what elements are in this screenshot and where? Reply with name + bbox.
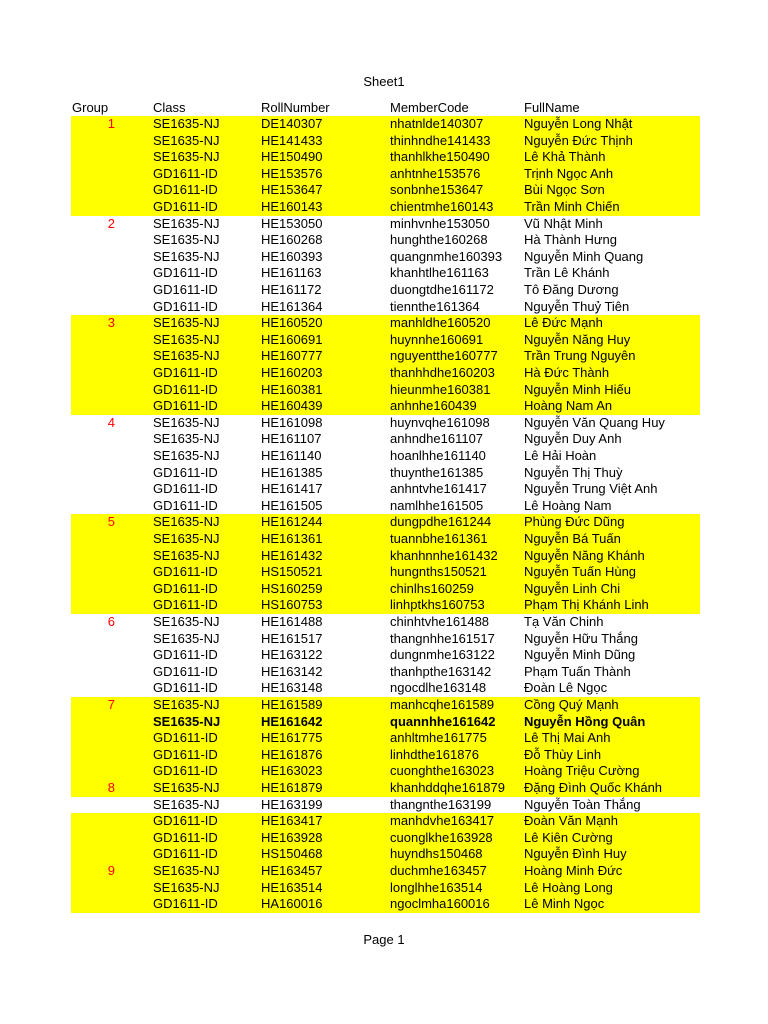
class-cell: GD1611-ID xyxy=(153,846,218,862)
group-number-cell xyxy=(71,830,115,847)
roll-number-cell: DE140307 xyxy=(261,116,323,131)
member-code-cell: thanhhdhe160203 xyxy=(390,365,495,380)
group-number-cell xyxy=(71,896,115,913)
member-code-cell: minhvnhe153050 xyxy=(390,215,490,231)
roll-number-cell: HE163514 xyxy=(261,879,323,895)
class-cell: GD1611-ID xyxy=(153,813,218,829)
table-row xyxy=(71,780,700,797)
group-number-cell xyxy=(71,232,115,249)
full-name-cell: Đoàn Văn Mạnh xyxy=(524,813,618,829)
class-cell: SE1635-NJ xyxy=(153,149,220,165)
full-name-cell: Lê Minh Ngọc xyxy=(524,896,605,912)
roll-number-cell: HS160259 xyxy=(261,580,323,596)
group-number-cell xyxy=(71,365,115,382)
table-row xyxy=(71,531,700,548)
roll-number-cell: HE153050 xyxy=(261,215,323,231)
full-name-cell: Hoàng Minh Đức xyxy=(524,863,623,878)
roll-number-cell: HE160520 xyxy=(261,315,323,331)
class-cell: SE1635-NJ xyxy=(153,315,220,331)
full-name-cell: Nguyễn Minh Dũng xyxy=(524,647,636,663)
table-row xyxy=(71,448,700,465)
table-row xyxy=(71,382,700,399)
header-group: Group xyxy=(72,100,109,115)
member-code-cell: duongtdhe161172 xyxy=(390,282,494,297)
roll-number-cell: HE163142 xyxy=(261,663,323,679)
full-name-cell: Phùng Đức Dũng xyxy=(524,514,625,530)
member-code-cell: anhtnhe153576 xyxy=(390,165,481,181)
group-number-cell xyxy=(71,265,115,282)
roll-number-cell: HE153576 xyxy=(261,165,323,181)
member-code-cell: hieunmhe160381 xyxy=(390,381,491,397)
member-code-cell: namlhhe161505 xyxy=(390,497,484,513)
table-row xyxy=(71,299,700,316)
roll-number-cell: HE153647 xyxy=(261,182,323,198)
member-code-cell: dungpdhe161244 xyxy=(390,514,492,530)
member-code-cell: linhptkhs160753 xyxy=(390,597,485,613)
roll-number-cell: HE161361 xyxy=(261,531,323,546)
group-number-cell: 9 xyxy=(107,863,115,878)
member-code-cell: cuonghthe163023 xyxy=(390,763,495,779)
table-row xyxy=(71,232,700,249)
class-cell: GD1611-ID xyxy=(153,647,218,663)
group-number-cell: 3 xyxy=(107,315,115,331)
table-row xyxy=(71,348,700,365)
class-cell: GD1611-ID xyxy=(153,564,218,580)
member-code-cell: hoanlhhe161140 xyxy=(390,448,486,463)
full-name-cell: Nguyễn Hữu Thắng xyxy=(524,630,638,646)
table-row xyxy=(71,133,700,150)
class-cell: GD1611-ID xyxy=(153,199,218,214)
class-cell: SE1635-NJ xyxy=(153,348,220,364)
group-number-cell xyxy=(71,498,115,515)
roll-number-cell: HE160439 xyxy=(261,398,323,414)
roll-number-cell: HE160203 xyxy=(261,365,323,380)
class-cell: GD1611-ID xyxy=(153,896,218,912)
roll-number-cell: HE160691 xyxy=(261,331,323,347)
roll-number-cell: HE141433 xyxy=(261,132,323,148)
full-name-cell: Hoàng Triệu Cường xyxy=(524,763,640,779)
group-number-cell xyxy=(71,382,115,399)
group-number-cell xyxy=(71,133,115,150)
roll-number-cell: HE161140 xyxy=(261,448,322,463)
member-code-cell: khanhtlhe161163 xyxy=(390,265,489,281)
roll-number-cell: HE150490 xyxy=(261,149,323,165)
group-number-cell xyxy=(71,797,115,814)
table-row xyxy=(71,166,700,183)
roll-number-cell: HE163417 xyxy=(261,813,323,829)
roll-number-cell: HE161505 xyxy=(261,497,323,513)
table-row xyxy=(71,730,700,747)
table-row xyxy=(71,548,700,565)
member-code-cell: manhdvhe163417 xyxy=(390,813,495,829)
table-row xyxy=(71,714,700,731)
group-number-cell xyxy=(71,680,115,697)
member-code-cell: chinhtvhe161488 xyxy=(390,614,490,629)
table-row xyxy=(71,763,700,780)
table-row xyxy=(71,597,700,614)
full-name-cell: Nguyễn Linh Chi xyxy=(524,580,621,596)
full-name-cell: Nguyễn Năng Huy xyxy=(524,331,631,347)
header-member-code: MemberCode xyxy=(390,100,469,115)
roll-number-cell: HS150521 xyxy=(261,564,323,580)
group-number-cell: 4 xyxy=(107,414,115,430)
group-number-cell xyxy=(71,299,115,316)
group-number-cell xyxy=(71,846,115,863)
member-code-cell: thangnthe163199 xyxy=(390,796,492,812)
group-number-cell xyxy=(71,730,115,747)
roll-number-cell: HE161107 xyxy=(261,431,322,447)
full-name-cell: Nguyễn Long Nhật xyxy=(524,116,633,131)
roll-number-cell: HE161364 xyxy=(261,298,323,314)
full-name-cell: Nguyễn Đức Thịnh xyxy=(524,132,633,148)
class-cell: SE1635-NJ xyxy=(153,547,220,563)
full-name-cell: Nguyễn Minh Hiếu xyxy=(524,381,631,397)
header-roll-number: RollNumber xyxy=(261,100,330,115)
member-code-cell: linhdthe161876 xyxy=(390,746,479,762)
table-row xyxy=(71,564,700,581)
roll-number-cell: HA160016 xyxy=(261,896,323,912)
class-cell: SE1635-NJ xyxy=(153,879,220,895)
member-code-cell: chientmhe160143 xyxy=(390,199,494,214)
class-cell: SE1635-NJ xyxy=(153,431,220,447)
table-row xyxy=(71,315,700,332)
roll-number-cell: HE161417 xyxy=(261,481,323,497)
full-name-cell: Đặng Đình Quốc Khánh xyxy=(524,780,663,795)
table-row xyxy=(71,332,700,349)
roll-number-cell: HE161876 xyxy=(261,746,323,762)
member-code-cell: anhnhe160439 xyxy=(390,398,477,414)
header-full-name: FullName xyxy=(524,100,580,115)
full-name-cell: Nguyễn Văn Quang Huy xyxy=(524,414,665,430)
table-row xyxy=(71,116,700,133)
roll-number-cell: HE161098 xyxy=(261,414,323,430)
roll-number-cell: HE161432 xyxy=(261,547,323,563)
group-number-cell xyxy=(71,448,115,465)
full-name-cell: Vũ Nhật Minh xyxy=(524,215,603,231)
table-row xyxy=(71,680,700,697)
roll-number-cell: HE163457 xyxy=(261,863,323,878)
table-row xyxy=(71,431,700,448)
class-cell: GD1611-ID xyxy=(153,680,218,696)
table-row xyxy=(71,896,700,913)
roll-number-cell: HE160381 xyxy=(261,381,323,397)
full-name-cell: Lê Hải Hoàn xyxy=(524,448,597,463)
member-code-cell: khanhddqhe161879 xyxy=(390,780,505,795)
class-cell: GD1611-ID xyxy=(153,398,218,414)
member-code-cell: dungnmhe163122 xyxy=(390,647,495,663)
full-name-cell: Phạm Tuấn Thành xyxy=(524,663,631,679)
roll-number-cell: HE163122 xyxy=(261,647,323,663)
full-name-cell: Nguyễn Trung Việt Anh xyxy=(524,481,658,497)
class-cell: GD1611-ID xyxy=(153,829,218,845)
class-cell: SE1635-NJ xyxy=(153,232,220,248)
class-cell: GD1611-ID xyxy=(153,730,218,746)
full-name-cell: Hà Thành Hưng xyxy=(524,232,618,248)
class-cell: GD1611-ID xyxy=(153,497,218,513)
member-code-cell: thuynthe161385 xyxy=(390,464,484,480)
full-name-cell: Đỗ Thùy Linh xyxy=(524,746,602,762)
member-code-cell: tuannbhe161361 xyxy=(390,531,488,546)
roll-number-cell: HE160777 xyxy=(261,348,323,364)
header-class: Class xyxy=(153,100,186,115)
group-number-cell: 2 xyxy=(107,215,115,231)
class-cell: SE1635-NJ xyxy=(153,414,220,430)
full-name-cell: Trần Trung Nguyên xyxy=(524,348,636,364)
full-name-cell: Nguyễn Minh Quang xyxy=(524,248,644,264)
table-row xyxy=(71,498,700,515)
full-name-cell: Nguyễn Năng Khánh xyxy=(524,547,645,563)
class-cell: SE1635-NJ xyxy=(153,796,220,812)
member-code-cell: manhldhe160520 xyxy=(390,315,491,331)
member-code-cell: ngocdlhe163148 xyxy=(390,680,487,696)
member-code-cell: duchmhe163457 xyxy=(390,863,487,878)
member-code-cell: chinlhs160259 xyxy=(390,580,474,596)
group-number-cell xyxy=(71,647,115,664)
full-name-cell: Lê Thị Mai Anh xyxy=(524,730,611,746)
roll-number-cell: HE160143 xyxy=(261,199,323,214)
class-cell: SE1635-NJ xyxy=(153,116,220,131)
full-name-cell: Trần Lê Khánh xyxy=(524,265,610,281)
table-row xyxy=(71,813,700,830)
full-name-cell: Lê Đức Mạnh xyxy=(524,315,603,331)
table-row xyxy=(71,465,700,482)
full-name-cell: Lê Hoàng Nam xyxy=(524,497,612,513)
table-row xyxy=(71,647,700,664)
group-number-cell xyxy=(71,531,115,548)
group-number-cell xyxy=(71,481,115,498)
full-name-cell: Nguyễn Thị Thuỳ xyxy=(524,464,623,480)
member-code-cell: huyndhs150468 xyxy=(390,846,483,862)
group-number-cell xyxy=(71,664,115,681)
roll-number-cell: HE163928 xyxy=(261,829,323,845)
group-number-cell xyxy=(71,199,115,216)
class-cell: GD1611-ID xyxy=(153,597,218,613)
roll-number-cell: HS160753 xyxy=(261,597,323,613)
group-number-cell xyxy=(71,149,115,166)
full-name-cell: Lê Kiên Cường xyxy=(524,829,613,845)
sheet-title: Sheet1 xyxy=(363,74,405,89)
roll-number-cell: HE161163 xyxy=(261,265,322,281)
full-name-cell: Nguyễn Tuấn Hùng xyxy=(524,564,637,580)
roll-number-cell: HE161642 xyxy=(261,713,323,729)
group-number-cell xyxy=(71,564,115,581)
member-code-cell: manhcqhe161589 xyxy=(390,697,495,712)
roll-number-cell: HE161488 xyxy=(261,614,323,629)
group-number-cell xyxy=(71,465,115,482)
table-row xyxy=(71,265,700,282)
class-cell: SE1635-NJ xyxy=(153,531,220,546)
roll-number-cell: HE160268 xyxy=(261,232,323,248)
class-cell: GD1611-ID xyxy=(153,182,218,198)
group-number-cell xyxy=(71,631,115,648)
member-code-cell: khanhnnhe161432 xyxy=(390,547,498,563)
class-cell: GD1611-ID xyxy=(153,165,218,181)
full-name-cell: Trịnh Ngọc Anh xyxy=(524,165,614,181)
member-code-cell: cuonglkhe163928 xyxy=(390,829,493,845)
group-number-cell: 5 xyxy=(107,514,115,530)
full-name-cell: Nguyễn Thuỷ Tiên xyxy=(524,298,630,314)
member-code-cell: thanhpthe163142 xyxy=(390,663,492,679)
group-number-cell: 7 xyxy=(107,697,115,712)
table-row xyxy=(71,697,700,714)
table-row xyxy=(71,199,700,216)
group-number-cell xyxy=(71,332,115,349)
table-row xyxy=(71,863,700,880)
group-number-cell: 8 xyxy=(107,780,115,795)
class-cell: SE1635-NJ xyxy=(153,780,220,795)
class-cell: SE1635-NJ xyxy=(153,132,220,148)
group-number-cell xyxy=(71,282,115,299)
member-code-cell: quangnmhe160393 xyxy=(390,248,503,264)
table-row xyxy=(71,149,700,166)
full-name-cell: Hà Đức Thành xyxy=(524,365,610,380)
member-code-cell: ngoclmha160016 xyxy=(390,896,490,912)
roll-number-cell: HE161589 xyxy=(261,697,323,712)
member-code-cell: nguyentthe160777 xyxy=(390,348,498,364)
group-number-cell xyxy=(71,249,115,266)
class-cell: SE1635-NJ xyxy=(153,614,220,629)
member-code-cell: sonbnhe153647 xyxy=(390,182,484,198)
member-code-cell: huynvqhe161098 xyxy=(390,414,490,430)
member-code-cell: anhndhe161107 xyxy=(390,431,484,447)
full-name-cell: Phạm Thị Khánh Linh xyxy=(524,597,649,613)
member-code-cell: hunghthe160268 xyxy=(390,232,488,248)
full-name-cell: Trần Minh Chiến xyxy=(524,199,620,214)
group-number-cell xyxy=(71,581,115,598)
table-row xyxy=(71,846,700,863)
full-name-cell: Nguyễn Bá Tuấn xyxy=(524,531,621,546)
group-number-cell xyxy=(71,182,115,199)
class-cell: GD1611-ID xyxy=(153,746,218,762)
full-name-cell: Cồng Quý Mạnh xyxy=(524,697,619,712)
full-name-cell: Lê Khả Thành xyxy=(524,149,606,165)
group-number-cell xyxy=(71,880,115,897)
class-cell: GD1611-ID xyxy=(153,464,218,480)
roll-number-cell: HE163023 xyxy=(261,763,323,779)
member-code-cell: tiennthe161364 xyxy=(390,298,480,314)
full-name-cell: Đoàn Lê Ngọc xyxy=(524,680,608,696)
roll-number-cell: HE161244 xyxy=(261,514,323,530)
roll-number-cell: HE161385 xyxy=(261,464,323,480)
table-row xyxy=(71,797,700,814)
class-cell: SE1635-NJ xyxy=(153,713,221,729)
roll-number-cell: HE161879 xyxy=(261,780,323,795)
page-number-footer: Page 1 xyxy=(363,932,405,947)
class-cell: SE1635-NJ xyxy=(153,514,220,530)
roll-number-cell: HE163148 xyxy=(261,680,323,696)
full-name-cell: Tạ Văn Chinh xyxy=(524,614,604,629)
class-cell: GD1611-ID xyxy=(153,663,218,679)
member-code-cell: nhatnlde140307 xyxy=(390,116,484,131)
class-cell: SE1635-NJ xyxy=(153,215,220,231)
roll-number-cell: HE161172 xyxy=(261,282,322,297)
class-cell: GD1611-ID xyxy=(153,580,218,596)
class-cell: GD1611-ID xyxy=(153,481,218,497)
roll-number-cell: HE161775 xyxy=(261,730,323,746)
group-number-cell xyxy=(71,763,115,780)
full-name-cell: Nguyễn Hồng Quân xyxy=(524,713,646,729)
group-number-cell xyxy=(71,348,115,365)
class-cell: SE1635-NJ xyxy=(153,248,220,264)
table-row xyxy=(71,398,700,415)
table-row xyxy=(71,830,700,847)
member-code-cell: thinhndhe141433 xyxy=(390,132,491,148)
table-row xyxy=(71,614,700,631)
class-cell: SE1635-NJ xyxy=(153,331,220,347)
table-row xyxy=(71,631,700,648)
group-number-cell: 6 xyxy=(107,614,115,629)
member-code-cell: longlhhe163514 xyxy=(390,879,483,895)
full-name-cell: Nguyễn Đình Huy xyxy=(524,846,627,862)
roll-number-cell: HE161517 xyxy=(261,630,323,646)
member-code-cell: thangnhhe161517 xyxy=(390,630,495,646)
class-cell: GD1611-ID xyxy=(153,365,218,380)
table-row xyxy=(71,664,700,681)
member-code-cell: huynnhe160691 xyxy=(390,331,484,347)
class-cell: GD1611-ID xyxy=(153,381,218,397)
class-cell: SE1635-NJ xyxy=(153,630,220,646)
table-row xyxy=(71,514,700,531)
group-number-cell xyxy=(71,813,115,830)
member-code-cell: anhntvhe161417 xyxy=(390,481,487,497)
table-row xyxy=(71,581,700,598)
member-code-cell: thanhlkhe150490 xyxy=(390,149,490,165)
table-row xyxy=(71,365,700,382)
full-name-cell: Nguyễn Toàn Thắng xyxy=(524,796,641,812)
group-number-cell xyxy=(71,548,115,565)
full-name-cell: Bùi Ngọc Sơn xyxy=(524,182,605,198)
group-number-cell xyxy=(71,747,115,764)
class-cell: GD1611-ID xyxy=(153,763,218,779)
table-header-row xyxy=(71,100,700,117)
roll-number-cell: HE163199 xyxy=(261,796,323,812)
group-number-cell: 1 xyxy=(107,116,115,131)
class-cell: SE1635-NJ xyxy=(153,863,220,878)
table-row xyxy=(71,415,700,432)
table-row xyxy=(71,880,700,897)
class-cell: GD1611-ID xyxy=(153,298,218,314)
full-name-cell: Lê Hoàng Long xyxy=(524,879,613,895)
group-number-cell xyxy=(71,166,115,183)
table-row xyxy=(71,249,700,266)
roll-number-cell: HS150468 xyxy=(261,846,323,862)
class-cell: SE1635-NJ xyxy=(153,697,220,712)
group-number-cell xyxy=(71,597,115,614)
full-name-cell: Hoàng Nam An xyxy=(524,398,613,414)
member-code-cell: anhltmhe161775 xyxy=(390,730,487,746)
table-row xyxy=(71,747,700,764)
group-number-cell xyxy=(71,714,115,731)
roll-number-cell: HE160393 xyxy=(261,248,323,264)
table-row xyxy=(71,282,700,299)
group-number-cell xyxy=(71,398,115,415)
table-row xyxy=(71,481,700,498)
class-cell: GD1611-ID xyxy=(153,265,218,281)
full-name-cell: Nguyễn Duy Anh xyxy=(524,431,622,447)
class-cell: SE1635-NJ xyxy=(153,448,220,463)
group-number-cell xyxy=(71,431,115,448)
member-code-cell: quannhhe161642 xyxy=(390,713,496,729)
table-row xyxy=(71,182,700,199)
full-name-cell: Tô Đăng Dương xyxy=(524,282,619,297)
table-row xyxy=(71,216,700,233)
class-cell: GD1611-ID xyxy=(153,282,218,297)
member-code-cell: hungnths150521 xyxy=(390,564,487,580)
